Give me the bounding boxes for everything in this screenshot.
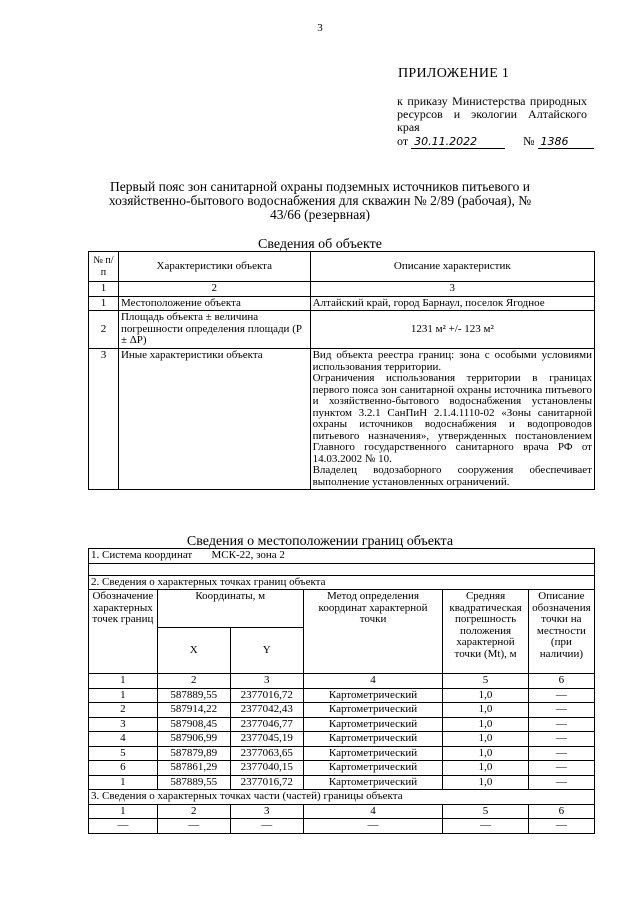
point-id: 1: [89, 775, 158, 790]
point-x: 587914,22: [157, 703, 230, 718]
col-designation: Обозначение характерных точек границ: [89, 590, 158, 674]
col-num: 5: [443, 674, 528, 689]
part-cell: —: [303, 819, 443, 834]
point-error: 1,0: [443, 703, 528, 718]
point-row: [89, 775, 595, 790]
point-x: 587906,99: [157, 732, 230, 747]
header-number: № п/п: [89, 252, 119, 282]
point-error: 1,0: [443, 732, 528, 747]
object-heading: Сведения об объекте: [258, 237, 382, 252]
point-x: 587889,55: [157, 688, 230, 703]
point-method: Картометрический: [303, 746, 443, 761]
point-row: [89, 732, 595, 747]
part-cell: —: [89, 819, 158, 834]
point-row: [89, 703, 595, 718]
col-method: Метод определения координат характерной точки: [303, 590, 443, 674]
point-row: [89, 746, 595, 761]
from-label: от: [397, 134, 409, 148]
point-description: —: [528, 688, 594, 703]
part-cell: —: [528, 819, 594, 834]
order-number: 1386: [538, 135, 594, 149]
point-description: —: [528, 732, 594, 747]
description-paragraph: Вид объекта реестра границ: зона с особыми условиями использования территории.: [312, 349, 592, 373]
col-num: 2: [157, 804, 230, 819]
point-x: 587908,45: [157, 717, 230, 732]
object-table: [88, 251, 595, 490]
point-y: 2377016,72: [230, 775, 303, 790]
point-description: —: [528, 775, 594, 790]
row-characteristic: Местоположение объекта: [118, 296, 310, 311]
point-row: [89, 717, 595, 732]
point-y: 2377045,19: [230, 732, 303, 747]
point-description: —: [528, 717, 594, 732]
header-num-2: 2: [118, 282, 310, 297]
col-error: Средняя квадратическая погрешность положения характерной точки (Mt), м: [443, 590, 528, 674]
point-description: —: [528, 703, 594, 718]
point-error: 1,0: [443, 775, 528, 790]
row-description: Алтайский край, город Барнаул, поселок Ягодное: [310, 296, 594, 311]
point-method: Картометрический: [303, 703, 443, 718]
point-y: 2377063,65: [230, 746, 303, 761]
col-num: 6: [528, 804, 594, 819]
header-num-1: 1: [89, 282, 119, 297]
description-paragraph: Владелец водозаборного сооружения обеспечивает выполнение установленных ограничений.: [312, 464, 592, 488]
points-heading: 2. Сведения о характерных точках границ объекта: [89, 575, 595, 590]
point-id: 3: [89, 717, 158, 732]
row-number: 2: [89, 311, 119, 349]
point-y: 2377042,43: [230, 703, 303, 718]
col-num: 1: [89, 804, 158, 819]
point-description: —: [528, 761, 594, 776]
point-x: 587889,55: [157, 775, 230, 790]
point-row: [89, 761, 595, 776]
point-method: Картометрический: [303, 732, 443, 747]
row-number: 3: [89, 349, 119, 490]
col-y: Y: [230, 628, 303, 674]
point-x: 587861,29: [157, 761, 230, 776]
page-number: 3: [317, 22, 323, 34]
col-num: 3: [230, 804, 303, 819]
number-label: №: [523, 134, 535, 148]
coord-system-value: МСК-22, зона 2: [211, 549, 285, 561]
col-num: 5: [443, 804, 528, 819]
points-body: [89, 688, 595, 790]
row-characteristic: Площадь объекта ± величина погрешности определения площади (P ± ΔP): [118, 311, 310, 349]
col-num: 3: [230, 674, 303, 689]
point-method: Картометрический: [303, 761, 443, 776]
col-num: 6: [528, 674, 594, 689]
point-id: 4: [89, 732, 158, 747]
point-y: 2377046,77: [230, 717, 303, 732]
point-error: 1,0: [443, 688, 528, 703]
coord-system-label: 1. Система координат: [91, 549, 193, 561]
order-date: 30.11.2022: [411, 135, 505, 149]
row-characteristic: Иные характеристики объекта: [118, 349, 310, 490]
part-cell: —: [443, 819, 528, 834]
location-heading: Сведения о местоположении границ объекта: [186, 534, 454, 549]
point-method: Картометрический: [303, 775, 443, 790]
location-table: [88, 548, 595, 834]
col-coordinates: Координаты, м: [157, 590, 303, 628]
point-y: 2377040,15: [230, 761, 303, 776]
header-characteristics: Характеристики объекта: [118, 252, 310, 282]
point-x: 587879,89: [157, 746, 230, 761]
point-method: Картометрический: [303, 717, 443, 732]
appendix-order-text: к приказу Министерства природных ресурсов и экологии Алтайского края: [397, 94, 587, 134]
col-x: X: [157, 628, 230, 674]
point-id: 2: [89, 703, 158, 718]
row-number: 1: [89, 296, 119, 311]
point-error: 1,0: [443, 746, 528, 761]
point-id: 1: [89, 688, 158, 703]
part-heading: 3. Сведения о характерных точках части (частей) границы объекта: [89, 790, 595, 805]
header-description: Описание характеристик: [310, 252, 594, 282]
point-y: 2377016,72: [230, 688, 303, 703]
header-num-3: 3: [310, 282, 594, 297]
part-cell: —: [157, 819, 230, 834]
part-cell: —: [230, 819, 303, 834]
col-description: Описание обозначения точки на местности (при наличии): [528, 590, 594, 674]
point-description: —: [528, 746, 594, 761]
point-error: 1,0: [443, 761, 528, 776]
appendix-title: ПРИЛОЖЕНИЕ 1: [398, 66, 510, 81]
col-num: 1: [89, 674, 158, 689]
row-description: 1231 м² +/- 123 м²: [310, 311, 594, 349]
point-row: [89, 688, 595, 703]
row-description: [310, 349, 594, 490]
description-paragraph: Ограничения использования территории в границах первого пояса зон санитарной охраны источника питьевого и хозяйственно-бытового водоснабжения установлены пунктом 3.2.1 СанПиН 2.1.4.1110-02 «Зоны санитарной охраны источников водоснабжения и водопроводов питьевого назначения», утвержденных постановлением Главного государственного санитарного врача РФ от 14.03.2002 № 10.: [312, 372, 592, 465]
spacer-row: [89, 563, 595, 575]
order-signature-line: [397, 134, 594, 149]
col-num: 4: [303, 804, 443, 819]
point-id: 6: [89, 761, 158, 776]
point-method: Картометрический: [303, 688, 443, 703]
col-num: 4: [303, 674, 443, 689]
document-title: Первый пояс зон санитарной охраны подземных источников питьевого и хозяйственно-бытового водоснабжения для скважин № 2/89 (рабочая), № 43/66 (резервная): [108, 179, 532, 222]
col-num: 2: [157, 674, 230, 689]
coord-system-row: [89, 549, 595, 564]
point-id: 5: [89, 746, 158, 761]
point-error: 1,0: [443, 717, 528, 732]
